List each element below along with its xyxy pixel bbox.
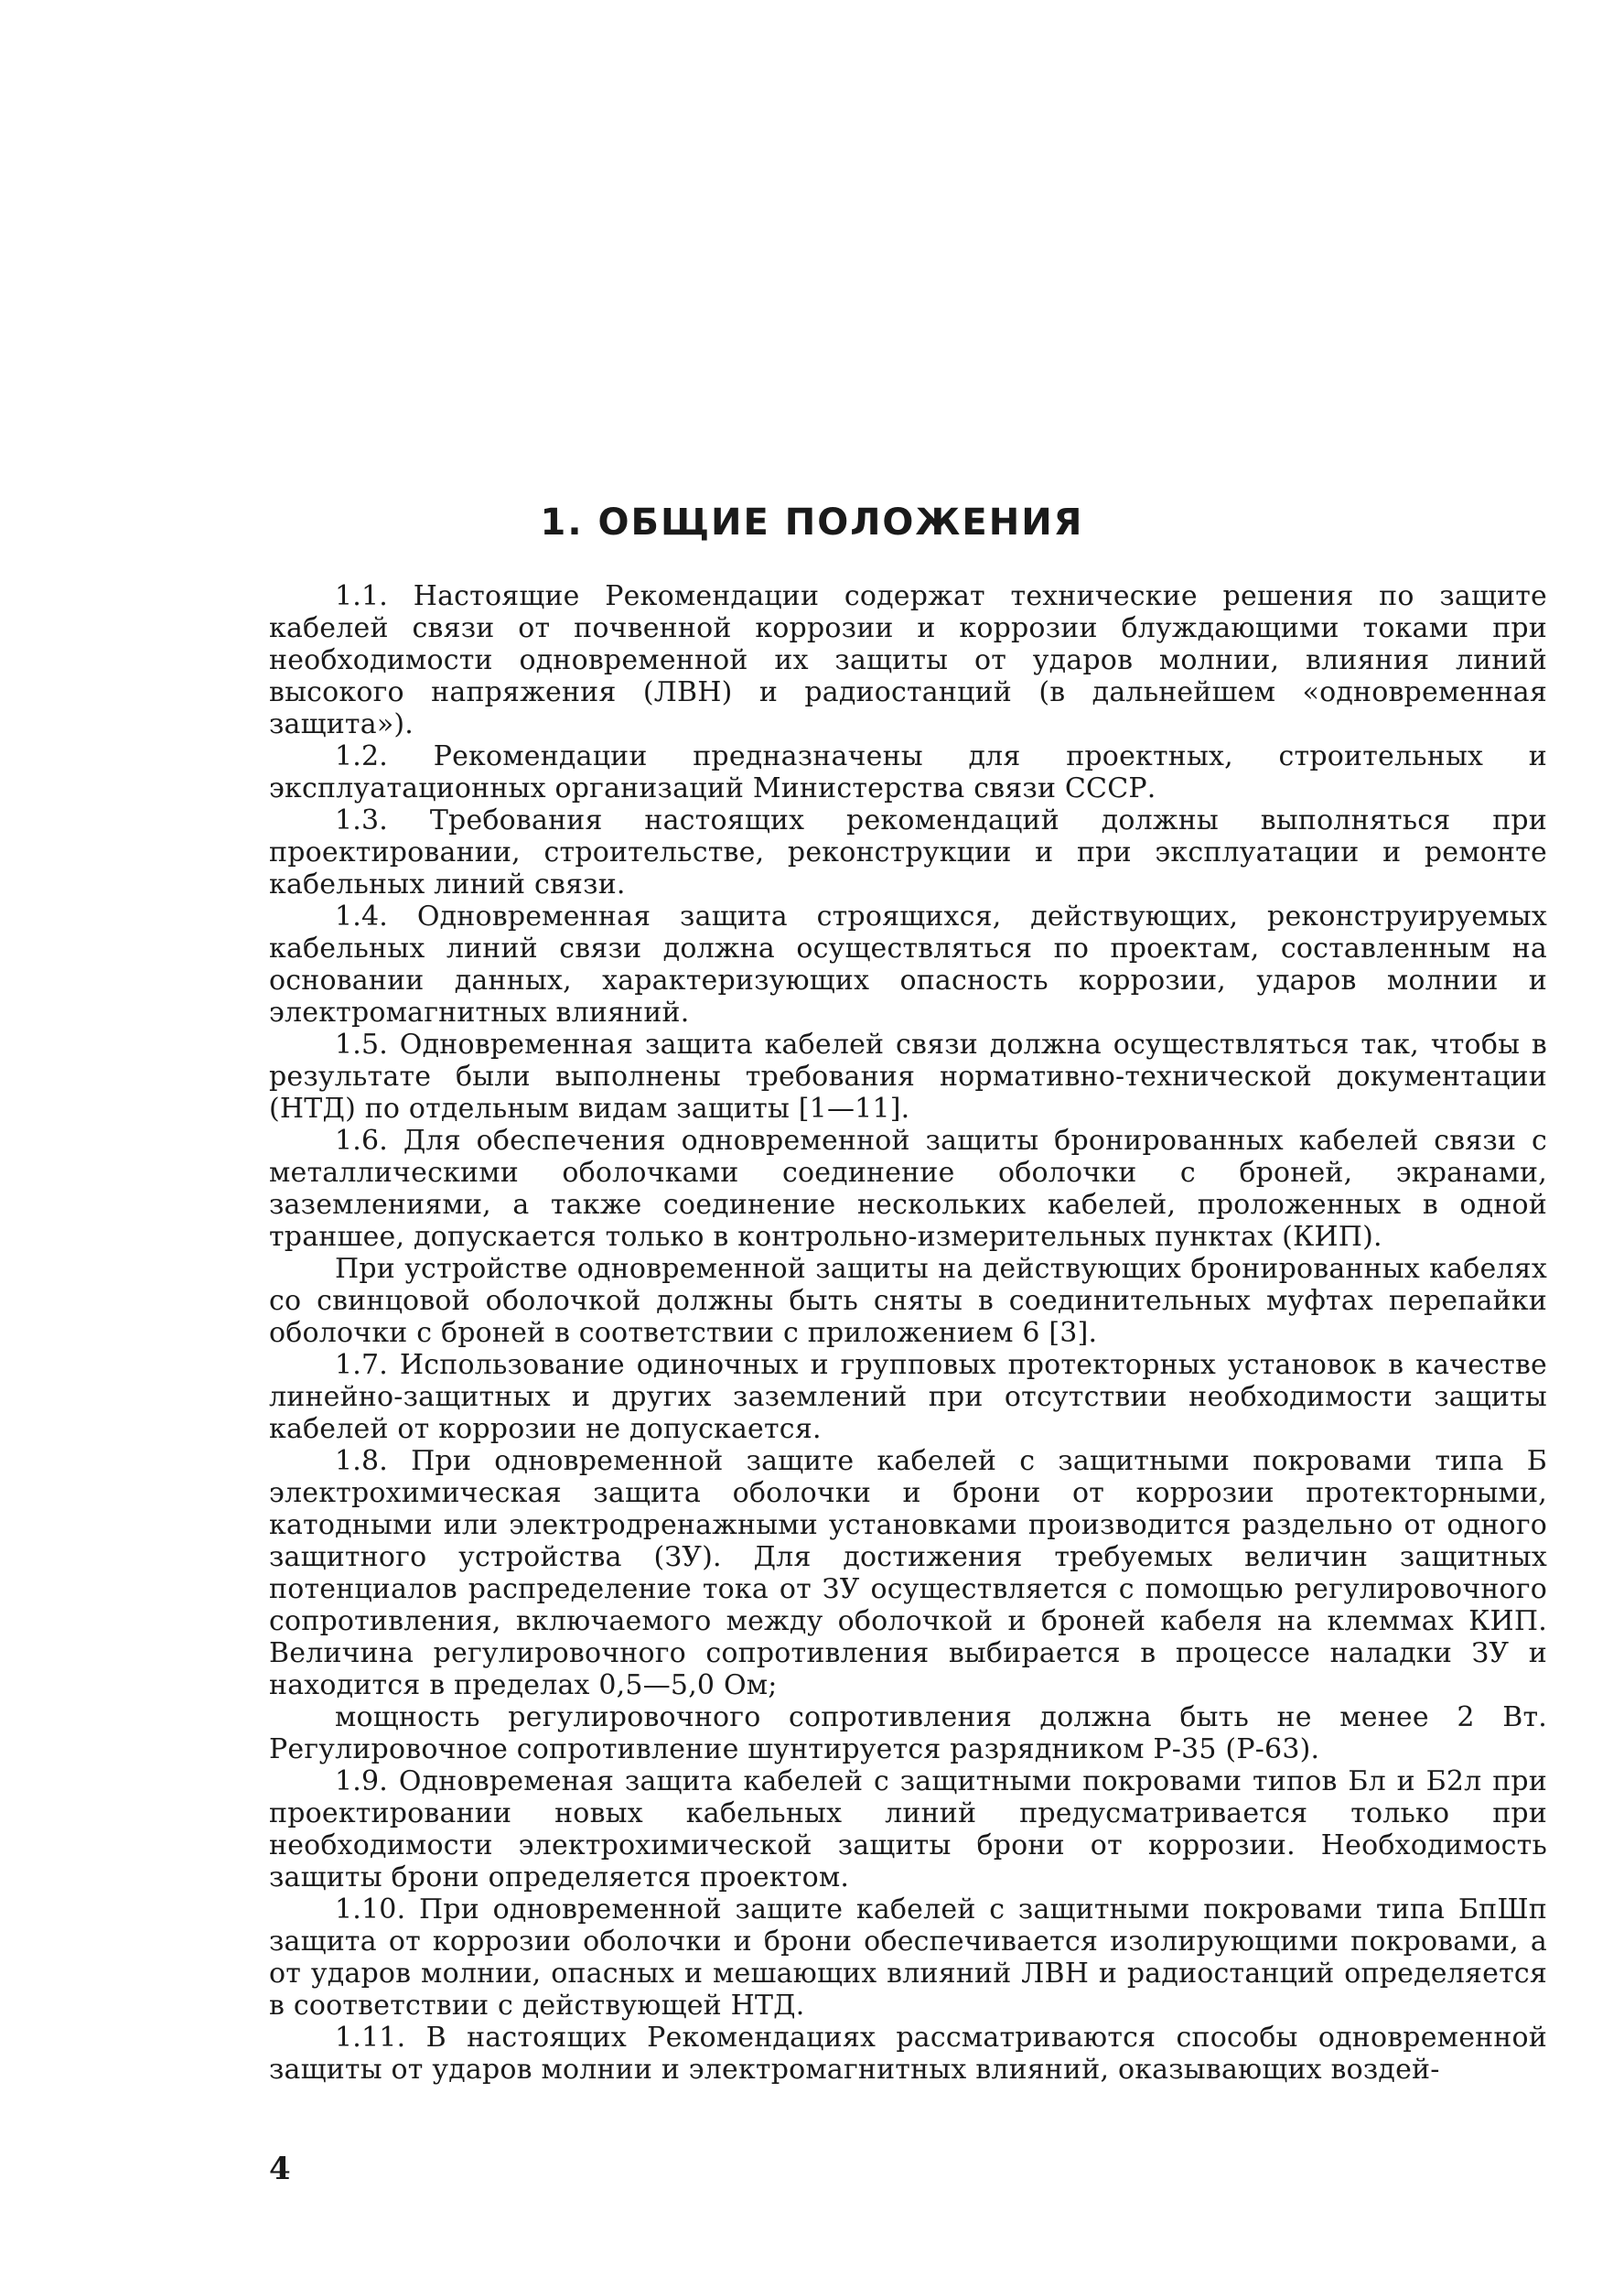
paragraph-1-6-continued: При устройстве одновременной защиты на действующих бронированных кабелях со свинцовой оболочкой должны быть сняты в соединительных муфтах перепайки оболочки с броней в соответствии с приложением 6 [3]. [269,1253,1547,1349]
paragraph-1-10: 1.10. При одновременной защите кабелей с защитными покровами типа БпШп защита от коррозии оболочки и брони обеспечивается изолирующими покровами, а от ударов молнии, опасных и мешающих влияний ЛВН и радиостанций определяется в соответствии с действующей НТД. [269,1893,1547,2022]
paragraph-1-4: 1.4. Одновременная защита строящихся, действующих, реконструируемых кабельных линий связи должна осуществляться по проектам, составленным на основании данных, характеризующих опасность коррозии, ударов молнии и электромагнитных влияний. [269,901,1547,1029]
paragraph-1-7: 1.7. Использование одиночных и групповых протекторных установок в качестве линейно-защитных и других заземлений при отсутствии необходимости защиты кабелей от коррозии не допускается. [269,1349,1547,1445]
paragraph-1-9: 1.9. Одновременая защита кабелей с защитными покровами типов Бл и Б2л при проектировании новых кабельных линий предусматривается только при необходимости электрохимической защиты брони от коррозии. Необходимость защиты брони определяется проектом. [269,1765,1547,1893]
paragraph-1-8-continued: мощность регулировочного сопротивления должна быть не менее 2 Вт. Регулировочное сопротивление шунтируется разрядником Р-35 (Р-63). [269,1701,1547,1765]
paragraph-1-2: 1.2. Рекомендации предназначены для проектных, строительных и эксплуатационных организаций Министерства связи СССР. [269,740,1547,804]
paragraph-1-3: 1.3. Требования настоящих рекомендаций должны выполняться при проектировании, строительстве, реконструкции и при эксплуатации и ремонте кабельных линий связи. [269,804,1547,901]
paragraph-1-5: 1.5. Одновременная защита кабелей связи должна осуществляться так, чтобы в результате были выполнены требования нормативно-технической документации (НТД) по отдельным видам защиты [1—11]. [269,1029,1547,1125]
paragraph-1-11: 1.11. В настоящих Рекомендациях рассматриваются способы одновременной защиты от ударов молнии и электромагнитных влияний, оказывающих воздей- [269,2022,1547,2086]
paragraph-1-8: 1.8. При одновременной защите кабелей с защитными покровами типа Б электрохимическая защита оболочки и брони от коррозии протекторными, катодными или электродренажными установками производится раздельно от одного защитного устройства (ЗУ). Для достижения требуемых величин защитных потенциалов распределение тока от ЗУ осуществляется с помощью регулировочного сопротивления, включаемого между оболочкой и броней кабеля на клеммах КИП. Величина регулировочного сопротивления выбирается в процессе наладки ЗУ и находится в пределах 0,5—5,0 Ом; [269,1445,1547,1701]
paragraph-1-6: 1.6. Для обеспечения одновременной защиты бронированных кабелей связи с металлическими оболочками соединение оболочки с броней, экранами, заземлениями, а также соединение нескольких кабелей, проложенных в одной траншее, допускается только в контрольно-измерительных пунктах (КИП). [269,1125,1547,1253]
section-heading: 1. ОБЩИЕ ПОЛОЖЕНИЯ [540,502,1084,544]
body-text [269,580,1547,2086]
paragraph-1-1: 1.1. Настоящие Рекомендации содержат технические решения по защите кабелей связи от почвенной коррозии и коррозии блуждающими токами при необходимости одновременной их защиты от ударов молнии, влияния линий высокого напряжения (ЛВН) и радиостанций (в дальнейшем «одновременная защита»). [269,580,1547,740]
page-number: 4 [269,2151,291,2187]
